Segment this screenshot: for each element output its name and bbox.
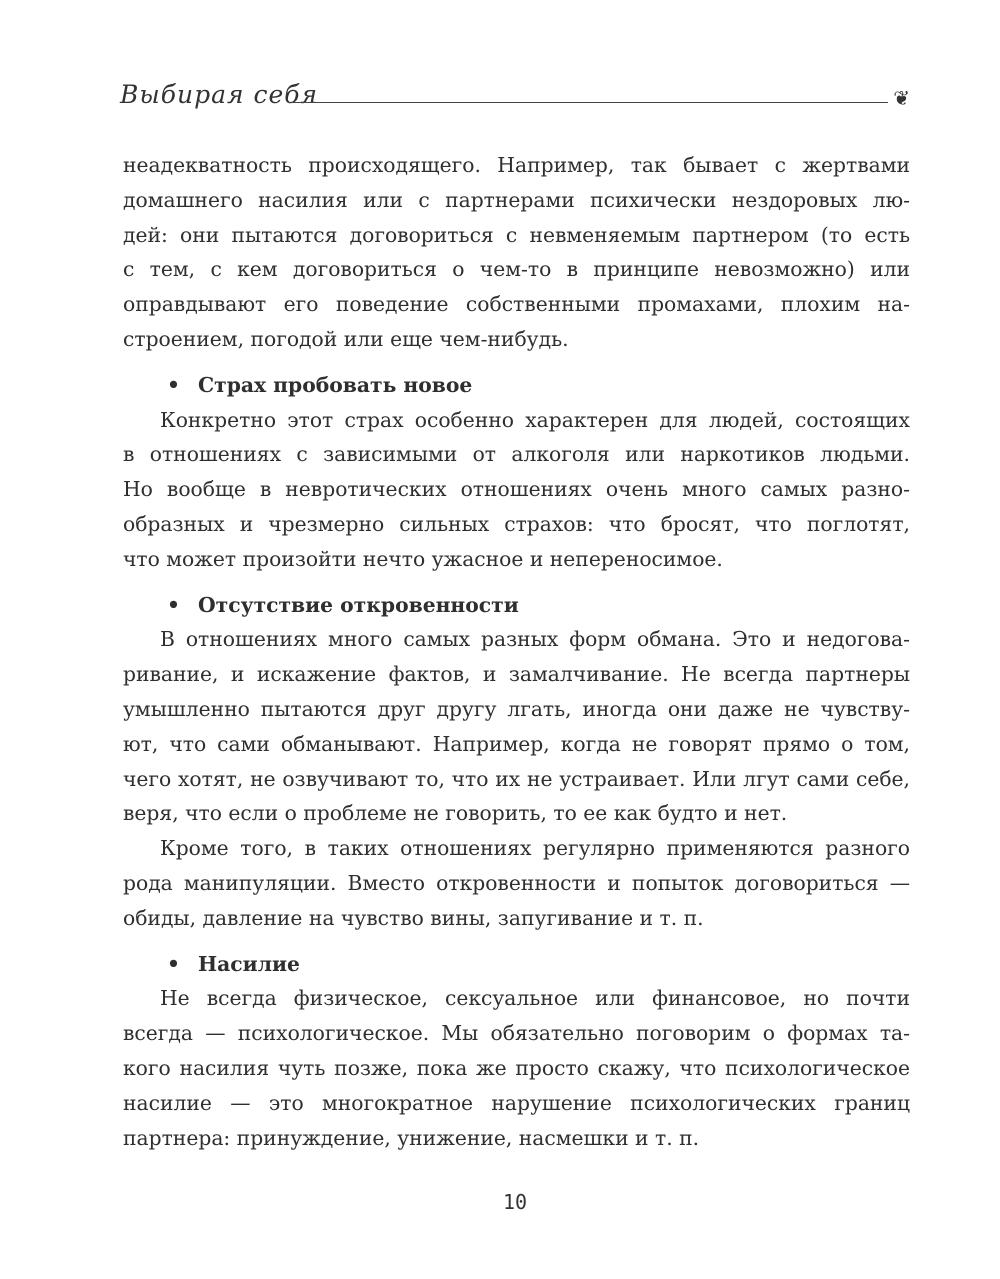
page-number: 10 xyxy=(502,1190,528,1214)
heading-text: Отсутствие откровенности xyxy=(198,592,519,617)
text-line: Кроме того, в таких отношениях регулярно применяются разного xyxy=(160,836,910,861)
text-line: рода манипуляции. Вместо откровенности и попыток договориться — xyxy=(123,870,910,895)
heading-text: Страх пробовать новое xyxy=(198,372,473,397)
text-line: ривание, и искажение фактов, и замалчивание. Не всегда партнеры xyxy=(123,662,910,687)
text-line: образных и чрезмерно сильных страхов: что бросят, что поглотят, xyxy=(123,511,910,536)
text-line: Конкретно этот страх особенно характерен для людей, состоящих xyxy=(160,407,910,432)
section-heading xyxy=(123,947,910,982)
header-rule xyxy=(288,102,888,103)
text-line: чего хотят, не озвучивают то, что их не устраивает. Или лгут сами себе, xyxy=(123,766,910,791)
section-heading xyxy=(123,368,910,403)
text-line: кого насилия чуть позже, пока же просто скажу, что психологическое xyxy=(123,1055,910,1080)
paragraph xyxy=(123,831,910,935)
text-line: насилие — это многократное нарушение психологических границ xyxy=(123,1090,910,1115)
text-line: домашнего насилия или с партнерами психически нездоровых лю- xyxy=(123,187,910,212)
text-line: партнера: принуждение, унижение, насмешки и т. п. xyxy=(123,1125,700,1150)
text-line: в отношениях с зависимыми от алкоголя или наркотиков людьми. xyxy=(123,442,910,467)
paragraph xyxy=(123,403,910,577)
text-line: неадекватность происходящего. Например, так бывает с жертвами xyxy=(123,153,910,177)
running-header xyxy=(120,78,910,118)
text-line: дей: они пытаются договориться с невменяемым партнером (то есть xyxy=(123,222,910,247)
text-line: что может произойти нечто ужасное и непереносимое. xyxy=(123,546,723,571)
spacer xyxy=(123,577,910,588)
paragraph xyxy=(123,148,910,357)
text-line: всегда — психологическое. Мы обязательно поговорим о формах та- xyxy=(123,1021,910,1046)
text-line: обиды, давление на чувство вины, запугивание и т. п. xyxy=(123,905,704,930)
bullet-icon: • xyxy=(167,592,180,617)
text-line: с тем, с кем договориться о чем-то в принципе невозможно) или xyxy=(123,257,910,282)
text-line: В отношениях много самых разных форм обмана. Это и недогова- xyxy=(160,627,910,652)
text-line: Не всегда физическое, сексуальное или финансовое, но почти xyxy=(160,986,910,1011)
flourish-icon: ❦ xyxy=(893,86,910,110)
text-line: Но вообще в невротических отношениях очень много самых разно- xyxy=(123,477,910,502)
text-line: умышленно пытаются друг другу лгать, иногда они даже не чувству- xyxy=(123,696,910,721)
spacer xyxy=(123,936,910,947)
bullet-icon: • xyxy=(167,951,180,976)
section-heading xyxy=(123,588,910,623)
heading-text: Насилие xyxy=(198,951,300,976)
spacer xyxy=(123,357,910,368)
text-line: ют, что сами обманывают. Например, когда не говорят прямо о том, xyxy=(123,731,910,756)
text-line: веря, что если о проблеме не говорить, то ее как будто и нет. xyxy=(123,801,788,826)
bullet-icon: • xyxy=(167,372,180,397)
book-title: Выбирая себя xyxy=(120,80,319,109)
paragraph xyxy=(123,622,910,831)
page-body xyxy=(123,148,910,1155)
text-line: оправдывают его поведение собственными промахами, плохим на- xyxy=(123,292,910,317)
paragraph xyxy=(123,981,910,1155)
text-line: строением, погодой или еще чем-нибудь. xyxy=(123,326,569,351)
